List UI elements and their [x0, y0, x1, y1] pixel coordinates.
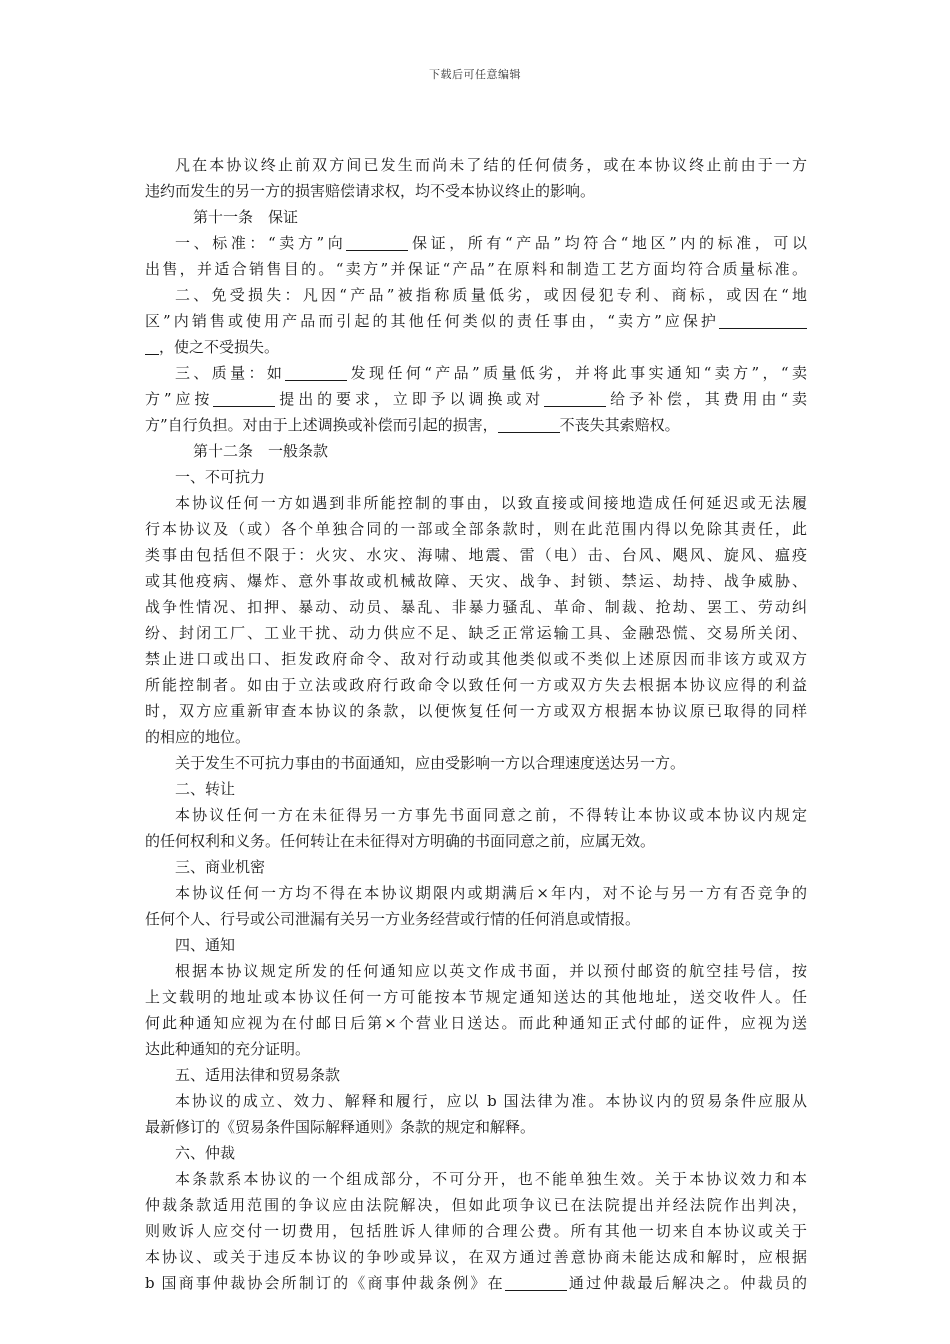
paragraph-line: b 国商事仲裁协会所制订的《商事仲裁条例》在 通过仲裁最后解决之。仲裁员的: [145, 1274, 807, 1292]
fill-in-blank: [505, 1274, 567, 1291]
paragraph-line: 方”应按 提出的要求，立即予以调换或对 给予补偿，其费用由“卖: [145, 390, 807, 408]
paragraph-line: ，使之不受损失。: [145, 334, 807, 360]
paragraph-line: 纷、封闭工厂、工业干扰、动力供应不足、缺乏正常运输工具、金融恐慌、交易所关闭、: [145, 624, 807, 642]
paragraph-line: 上文载明的地址或本协议任何一方可能按本节规定通知送达的其他地址，送交收件人。任: [145, 988, 807, 1006]
fill-in-blank: [498, 416, 560, 433]
paragraph-line: 类事由包括但不限于：火灾、水灾、海啸、地震、雷（电）击、台风、飓风、旋风、瘟疫: [145, 546, 807, 564]
paragraph-line: 本条款系本协议的一个组成部分，不可分开，也不能单独生效。关于本协议效力和本: [175, 1170, 807, 1188]
paragraph-line: 出售，并适合销售目的。“卖方”并保证“产品”在原料和制造工艺方面均符合质量标准。: [145, 260, 807, 278]
paragraph-line: 关于发生不可抗力事由的书面通知，应由受影响一方以合理速度送达另一方。: [175, 754, 686, 772]
document-body: [145, 152, 807, 1296]
section-heading: 第十一条 保证: [193, 208, 299, 226]
paragraph-line: 本协议、或关于违反本协议的争吵或异议，在双方通过善意协商未能达成和解时，应根据: [145, 1248, 807, 1266]
paragraph-line: 时，双方应重新审查本协议的条款，以便恢复任何一方或双方根据本协议原已取得的同样: [145, 702, 807, 720]
paragraph-line: 禁止进口或出口、拒发政府命令、敌对行动或其他类似或不类似上述原因而非该方或双方: [145, 650, 807, 668]
page-header: 下载后可任意编辑: [429, 68, 521, 81]
paragraph-line: 本协议任何一方在未征得另一方事先书面同意之前，不得转让本协议或本协议内规定: [175, 806, 807, 824]
subsection-heading: 一、不可抗力: [175, 468, 266, 486]
paragraph-line: 三、质量：如 发现任何“产品”质量低劣，并将此事实通知“卖方”，“卖: [175, 364, 807, 382]
paragraph-line: 根据本协议规定所发的任何通知应以英文作成书面，并以预付邮资的航空挂号信，按: [175, 962, 807, 980]
paragraph-line: 违约而发生的另一方的损害赔偿请求权，均不受本协议终止的影响。: [145, 182, 596, 200]
paragraph-line: 本协议任何一方如遇到非所能控制的事由，以致直接或间接地造成任何延迟或无法履: [175, 494, 807, 512]
paragraph-line: 方”自行负担。对由于上述调换或补偿而引起的损害， 不丧失其索赔权。: [145, 416, 680, 434]
paragraph-line: 本协议的成立、效力、解释和履行，应以 b 国法律为准。本协议内的贸易条件应服从: [175, 1092, 807, 1110]
paragraph-line: 最新修订的《贸易条件国际解释通则》条款的规定和解释。: [145, 1118, 536, 1136]
paragraph-line: 则败诉人应交付一切费用，包括胜诉人律师的合理公费。所有其他一切来自本协议或关于: [145, 1222, 807, 1240]
fill-in-blank: [719, 312, 807, 329]
paragraph-line: 一、标准：“卖方”向 保证，所有“产品”均符合“地区”内的标准，可以: [175, 234, 807, 252]
paragraph-line: 的相应的地位。: [145, 728, 251, 746]
subsection-heading: 六、仲裁: [175, 1144, 236, 1162]
paragraph-line: 达此种通知的充分证明。: [145, 1040, 311, 1058]
subsection-heading: 四、通知: [175, 936, 236, 954]
paragraph-line: 凡在本协议终止前双方间已发生而尚未了结的任何债务，或在本协议终止前由于一方: [175, 156, 807, 174]
fill-in-blank: [544, 390, 606, 407]
paragraph-line: 行本协议及（或）各个单独合同的一部或全部条款时，则在此范围内得以免除其责任，此: [145, 520, 807, 538]
paragraph-line: 区”内销售或使用产品而引起的其他任何类似的责任事由，“卖方”应保护: [145, 308, 807, 334]
fill-in-blank: [346, 234, 408, 251]
paragraph-line: 的任何权利和义务。任何转让在未征得对方明确的书面同意之前，应属无效。: [145, 832, 656, 850]
fill-in-blank: [213, 390, 275, 407]
fill-in-blank: [145, 338, 159, 355]
subsection-heading: 三、商业机密: [175, 858, 266, 876]
paragraph-line: 任何个人、行号或公司泄漏有关另一方业务经营或行情的任何消息或情报。: [145, 910, 641, 928]
paragraph-line: 何此种通知应视为在付邮日后第×个营业日送达。而此种通知正式付邮的证件，应视为送: [145, 1014, 807, 1032]
paragraph-line: 或其他疫病、爆炸、意外事故或机械故障、天灾、战争、封锁、禁运、劫持、战争威胁、: [145, 572, 807, 590]
subsection-heading: 五、适用法律和贸易条款: [175, 1066, 341, 1084]
paragraph-line: 战争性情况、扣押、暴动、动员、暴乱、非暴力骚乱、革命、制裁、抢劫、罢工、劳动纠: [145, 598, 807, 616]
paragraph-line: 所能控制者。如由于立法或政府行政命令以致任何一方或双方失去根据本协议应得的利益: [145, 676, 807, 694]
paragraph-line: 本协议任何一方均不得在本协议期限内或期满后×年内，对不论与另一方有否竞争的: [175, 884, 807, 902]
paragraph-line: 二、免受损失：凡因“产品”被指称质量低劣，或因侵犯专利、商标，或因在“地: [175, 286, 807, 304]
section-heading: 第十二条 一般条款: [193, 442, 329, 460]
paragraph-line: 仲裁条款适用范围的争议应由法院解决，但如此项争议已在法院提出并经法院作出判决，: [145, 1196, 807, 1214]
fill-in-blank: [285, 364, 347, 381]
subsection-heading: 二、转让: [175, 780, 236, 798]
